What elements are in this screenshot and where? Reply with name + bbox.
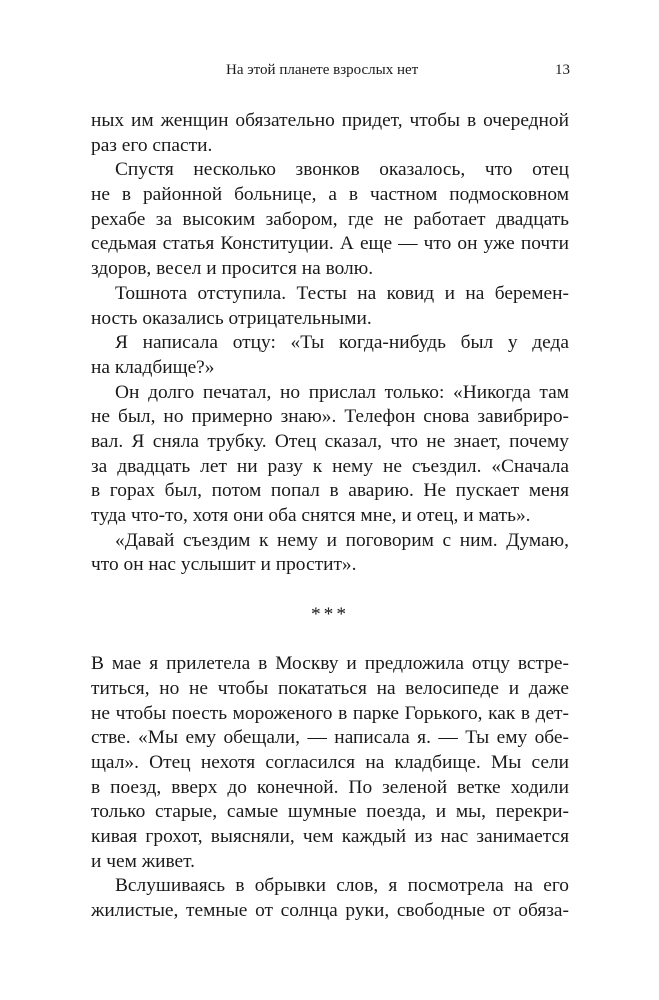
text-line: не был, но примерно знаю». Телефон снова завибриро- — [91, 406, 569, 428]
text-line: туда что-то, хотя они оба снятся мне, и отец, и мать». — [91, 505, 531, 526]
text-line: Вслушиваясь в обрывки слов, я посмотрела на его — [115, 875, 569, 897]
text-line: за двадцать лет ни разу к нему не съездил. «Сначала — [91, 455, 569, 477]
text-line: жилистые, темные от солнца руки, свободные от обяза- — [91, 900, 569, 922]
text-line: на кладбище?» — [91, 356, 215, 378]
text-line: «Давай съездим к нему и поговорим с ним. Думаю, — [115, 529, 569, 551]
text-line: Спустя несколько звонков оказалось, что отец — [115, 159, 569, 181]
text-line: кивая грохот, выясняли, чем каждый из нас занимается — [91, 825, 569, 847]
running-head — [0, 62, 659, 82]
text-line: в поезд, вверх до конечной. По зеленой ветке ходили — [91, 776, 569, 798]
text-line: ных им женщин обязательно придет, чтобы в очередной — [91, 110, 569, 131]
body-text — [91, 109, 569, 924]
text-line: Он долго печатал, но прислал только: «Никогда там — [115, 381, 569, 403]
text-line: раз его спасти. — [91, 134, 213, 156]
text-line: ность оказались отрицательными. — [91, 307, 372, 329]
text-line: Я написала отцу: «Ты когда-нибудь был у деда — [115, 332, 569, 354]
text-line: стве. «Мы ему обещали, — написала я. — Ты ему обе- — [91, 727, 569, 749]
section-separator: *** — [310, 604, 350, 626]
text-line: не чтобы поесть мороженого в парке Горького, как в дет- — [91, 702, 569, 724]
text-line: что он нас услышит и простит». — [91, 554, 357, 576]
text-line: в горах был, потом попал в аварию. Не пускает меня — [91, 480, 569, 502]
text-line: титься, но не чтобы покататься на велосипеде и даже — [91, 677, 569, 699]
text-line: В мае я прилетела в Москву и предложила отцу встре- — [91, 653, 569, 675]
text-line: вал. Я сняла трубку. Отец сказал, что не знает, почему — [91, 430, 569, 452]
text-line: щал». Отец нехотя согласился на кладбище. Мы сели — [91, 751, 569, 773]
text-line: и чем живет. — [91, 850, 195, 872]
page-number: 13 — [555, 62, 570, 78]
running-title: На этой планете взрослых нет — [226, 62, 419, 78]
text-line: здоров, весел и просится на волю. — [91, 258, 374, 280]
text-line: рехабе за высоким забором, где не работает двадцать — [91, 208, 569, 230]
text-line: Тошнота отступила. Тесты на ковид и на беремен- — [115, 282, 569, 304]
text-line: только старые, самые шумные поезда, и мы, перекри- — [91, 801, 569, 823]
text-line: седьмая статья Конституции. А еще — что он уже почти — [91, 233, 569, 255]
text-line: не в районной больнице, а в частном подмосковном — [91, 184, 569, 206]
